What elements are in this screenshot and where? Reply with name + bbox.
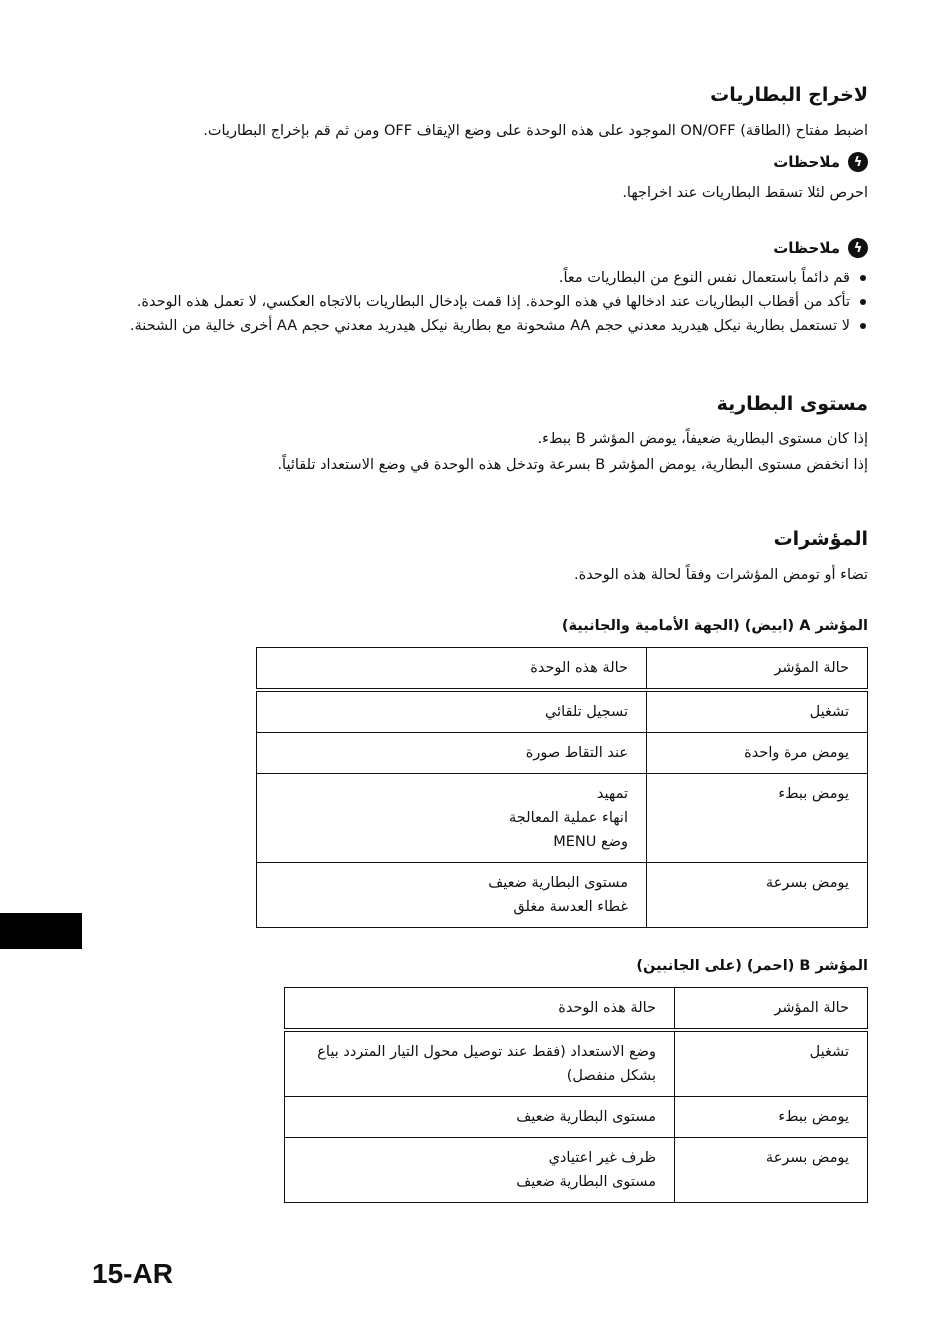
notes-bullet-list [130, 266, 868, 338]
table-row [285, 1097, 868, 1138]
battery-level-line-2: إذا انخفض مستوى البطارية، يومض المؤشر B بسرعة وتدخل هذه الوحدة في وضع الاستعداد تلقائياً. [277, 457, 868, 473]
unit-state-line: وضع الاستعداد (فقط عند توصيل محول التيار المتردد بياع [317, 1044, 656, 1060]
unit-state-line: مستوى البطارية ضعيف [488, 875, 628, 891]
section-title-battery-level: مستوى البطارية [716, 393, 868, 415]
indicator-state-cell: يومض ببطء [675, 1097, 868, 1138]
indicators-intro: تضاء أو تومض المؤشرات وفقاً لحالة هذه الوحدة. [574, 567, 868, 583]
unit-state-cell [257, 690, 647, 733]
unit-state-cell [257, 863, 647, 928]
indicator-state-cell: تشغيل [675, 1030, 868, 1097]
unit-state-line: تسجيل تلقائي [544, 704, 628, 720]
header-unit-state: حالة هذه الوحدة [285, 988, 675, 1031]
header-indicator-state: حالة المؤشر [675, 988, 868, 1031]
indicator-b-table [284, 987, 868, 1203]
note-text-1: احرص لئلا تسقط البطاريات عند اخراجها. [622, 185, 868, 201]
table-header-row [285, 988, 868, 1031]
indicator-state-cell: تشغيل [647, 690, 868, 733]
note-label: ملاحظات [773, 153, 840, 171]
indicator-state-cell: يومض مرة واحدة [647, 733, 868, 774]
unit-state-cell [257, 733, 647, 774]
unit-state-line: تمهيد [596, 786, 628, 802]
lightning-circle-icon: ϟ [848, 238, 868, 258]
header-indicator-state: حالة المؤشر [647, 648, 868, 691]
page-number: 15-AR [92, 1258, 173, 1289]
unit-state-cell [285, 1097, 675, 1138]
table-row [257, 863, 868, 928]
table-header-row [257, 648, 868, 691]
section-title-indicators: المؤشرات [773, 528, 868, 550]
header-unit-state: حالة هذه الوحدة [257, 648, 647, 691]
remove-batteries-text: اضبط مفتاح (الطاقة) ON/OFF الموجود على هذه الوحدة على وضع الإيقاف OFF ومن ثم قم بإخراج البطاريات. [203, 123, 868, 139]
section-tab-marker [0, 913, 82, 949]
table-row [285, 1030, 868, 1097]
indicator-a-table [256, 647, 868, 928]
table-row [257, 774, 868, 863]
indicator-state-cell: يومض ببطء [647, 774, 868, 863]
list-item: قم دائماً باستعمال نفس النوع من البطاريات معاً. [130, 266, 868, 290]
unit-state-line: غطاء العدسة مغلق [513, 899, 628, 915]
unit-state-line: بشكل منفصل) [566, 1068, 656, 1084]
unit-state-line: وضع MENU [553, 834, 628, 850]
unit-state-cell [285, 1030, 675, 1097]
unit-state-cell [285, 1138, 675, 1203]
table-a-caption: المؤشر A (ابيض) (الجهة الأمامية والجانبية) [561, 618, 868, 634]
table-row [257, 733, 868, 774]
battery-level-line-1: إذا كان مستوى البطارية ضعيفاً، يومض المؤشر B ببطء. [537, 431, 868, 447]
table-b-caption: المؤشر B (احمر) (على الجانبين) [636, 958, 868, 974]
section-title-remove-batteries: لاخراج البطاريات [710, 84, 868, 106]
unit-state-line: مستوى البطارية ضعيف [516, 1174, 656, 1190]
unit-state-line: انهاء عملية المعالجة [509, 810, 628, 826]
note-header-1 [773, 152, 868, 172]
lightning-circle-icon: ϟ [848, 152, 868, 172]
list-item: تأكد من أقطاب البطاريات عند ادخالها في هذه الوحدة. إذا قمت بإدخال البطاريات بالاتجاه العكسي، لا تعمل هذه الوحدة. [130, 290, 868, 314]
indicator-state-cell: يومض بسرعة [647, 863, 868, 928]
note-label: ملاحظات [773, 239, 840, 257]
unit-state-line: مستوى البطارية ضعيف [516, 1109, 656, 1125]
list-item: لا تستعمل بطارية نيكل هيدريد معدني حجم AA مشحونة مع بطارية نيكل هيدريد معدني حجم AA أخرى خالية من الشحنة. [130, 314, 868, 338]
unit-state-line: ظرف غير اعتيادي [548, 1150, 656, 1166]
table-row [285, 1138, 868, 1203]
unit-state-cell [257, 774, 647, 863]
unit-state-line: عند التقاط صورة [525, 745, 628, 761]
note-header-2 [773, 238, 868, 258]
table-row [257, 690, 868, 733]
indicator-state-cell: يومض بسرعة [675, 1138, 868, 1203]
